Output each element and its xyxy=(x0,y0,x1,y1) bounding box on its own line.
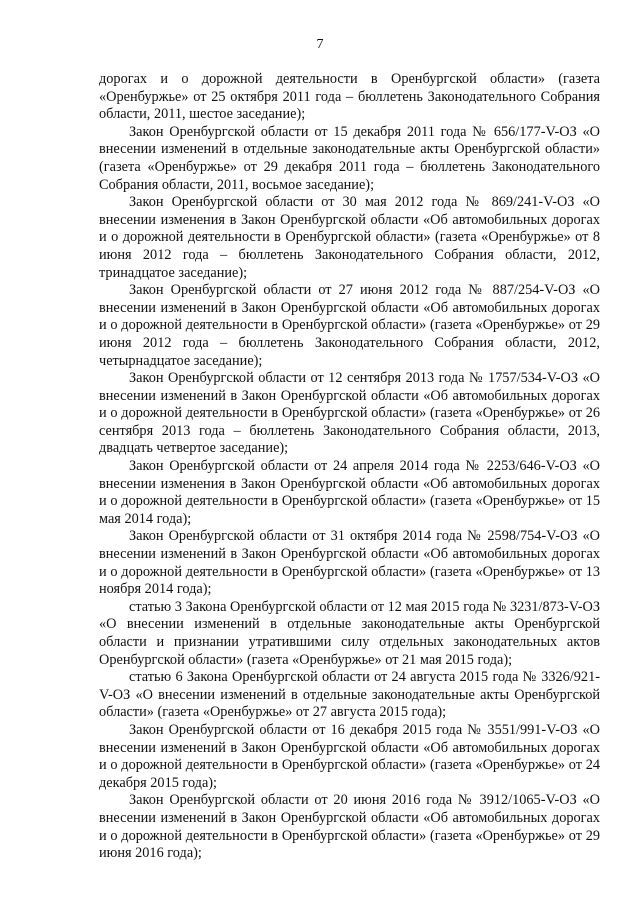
law-item: Закон Оренбургской области от 30 мая 2012 года № 869/241-V-ОЗ «О внесении изменения в Закон Оренбургской области «Об автомобильных дорогах и о дорожной деятельности в Оренбургской области» (газета «Оренбуржье» от 8 июня 2012 года – бюллетень Законодательного Собрания области, 2012, тринадцатое заседание); xyxy=(99,194,600,281)
law-item: Закон Оренбургской области от 16 декабря 2015 года № 3551/991-V-ОЗ «О внесении изменений в Закон Оренбургской области «Об автомобильных дорогах и о дорожной деятельности в Оренбургской области» (газета «Оренбуржье» от 24 декабря 2015 года); xyxy=(99,721,600,791)
law-item: Закон Оренбургской области от 27 июня 2012 года № 887/254-V-ОЗ «О внесении изменений в Закон Оренбургской области «Об автомобильных дорогах и о дорожной деятельности в Оренбургской области» (газета «Оренбуржье» от 29 июня 2012 года – бюллетень Законодательного Собрания области, 2012, четырнадцатое заседание); xyxy=(99,282,600,369)
law-item: статью 3 Закона Оренбургской области от 12 мая 2015 года № 3231/873-V-ОЗ «О внесении изменений в отдельные законодательные акты Оренбургской области и признании утратившими силу отдельных законодательных актов Оренбургской области» (газета «Оренбуржье» от 21 мая 2015 года); xyxy=(99,598,600,668)
law-item: Закон Оренбургской области от 31 октября 2014 года № 2598/754-V-ОЗ «О внесении изменений в Закон Оренбургской области «Об автомобильных дорогах и о дорожной деятельности в Оренбургской области» (газета «Оренбуржье» от 13 ноября 2014 года); xyxy=(99,528,600,598)
document-body xyxy=(99,71,600,863)
law-item: Закон Оренбургской области от 20 июня 2016 года № 3912/1065-V-ОЗ «О внесении изменений в Закон Оренбургской области «Об автомобильных дорогах и о дорожной деятельности в Оренбургской области» (газета «Оренбуржье» от 29 июня 2016 года); xyxy=(99,792,600,862)
law-item: Закон Оренбургской области от 15 декабря 2011 года № 656/177-V-ОЗ «О внесении изменений в отдельные законодательные акты Оренбургской области» (газета «Оренбуржье» от 29 декабря 2011 года – бюллетень Законодательного Собрания области, 2011, восьмое заседание); xyxy=(99,123,600,193)
page-number: 7 xyxy=(316,37,324,52)
law-item: Закон Оренбургской области от 24 апреля 2014 года № 2253/646-V-ОЗ «О внесении изменения в Закон Оренбургской области «Об автомобильных дорогах и о дорожной деятельности в Оренбургской области» (газета «Оренбуржье» от 15 мая 2014 года); xyxy=(99,458,600,527)
paragraph-continuation: дорогах и о дорожной деятельности в Оренбургской области» (газета «Оренбуржье» от 25 октября 2011 года – бюллетень Законодательного Собрания области, 2011, шестое заседание); xyxy=(99,71,600,123)
law-item: статью 6 Закона Оренбургской области от 24 августа 2015 года № 3326/921-V-ОЗ «О внесении изменений в отдельные законодательные акты Оренбургской области» (газета «Оренбуржье» от 27 августа 2015 года); xyxy=(99,669,600,721)
law-item: Закон Оренбургской области от 12 сентября 2013 года № 1757/534-V-ОЗ «О внесении изменений в Закон Оренбургской области «Об автомобильных дорогах и о дорожной деятельности в Оренбургской области» (газета «Оренбуржье» от 26 сентября 2013 года – бюллетень Законодательного Собрания области, 2013, двадцать четвертое заседание); xyxy=(99,370,600,457)
